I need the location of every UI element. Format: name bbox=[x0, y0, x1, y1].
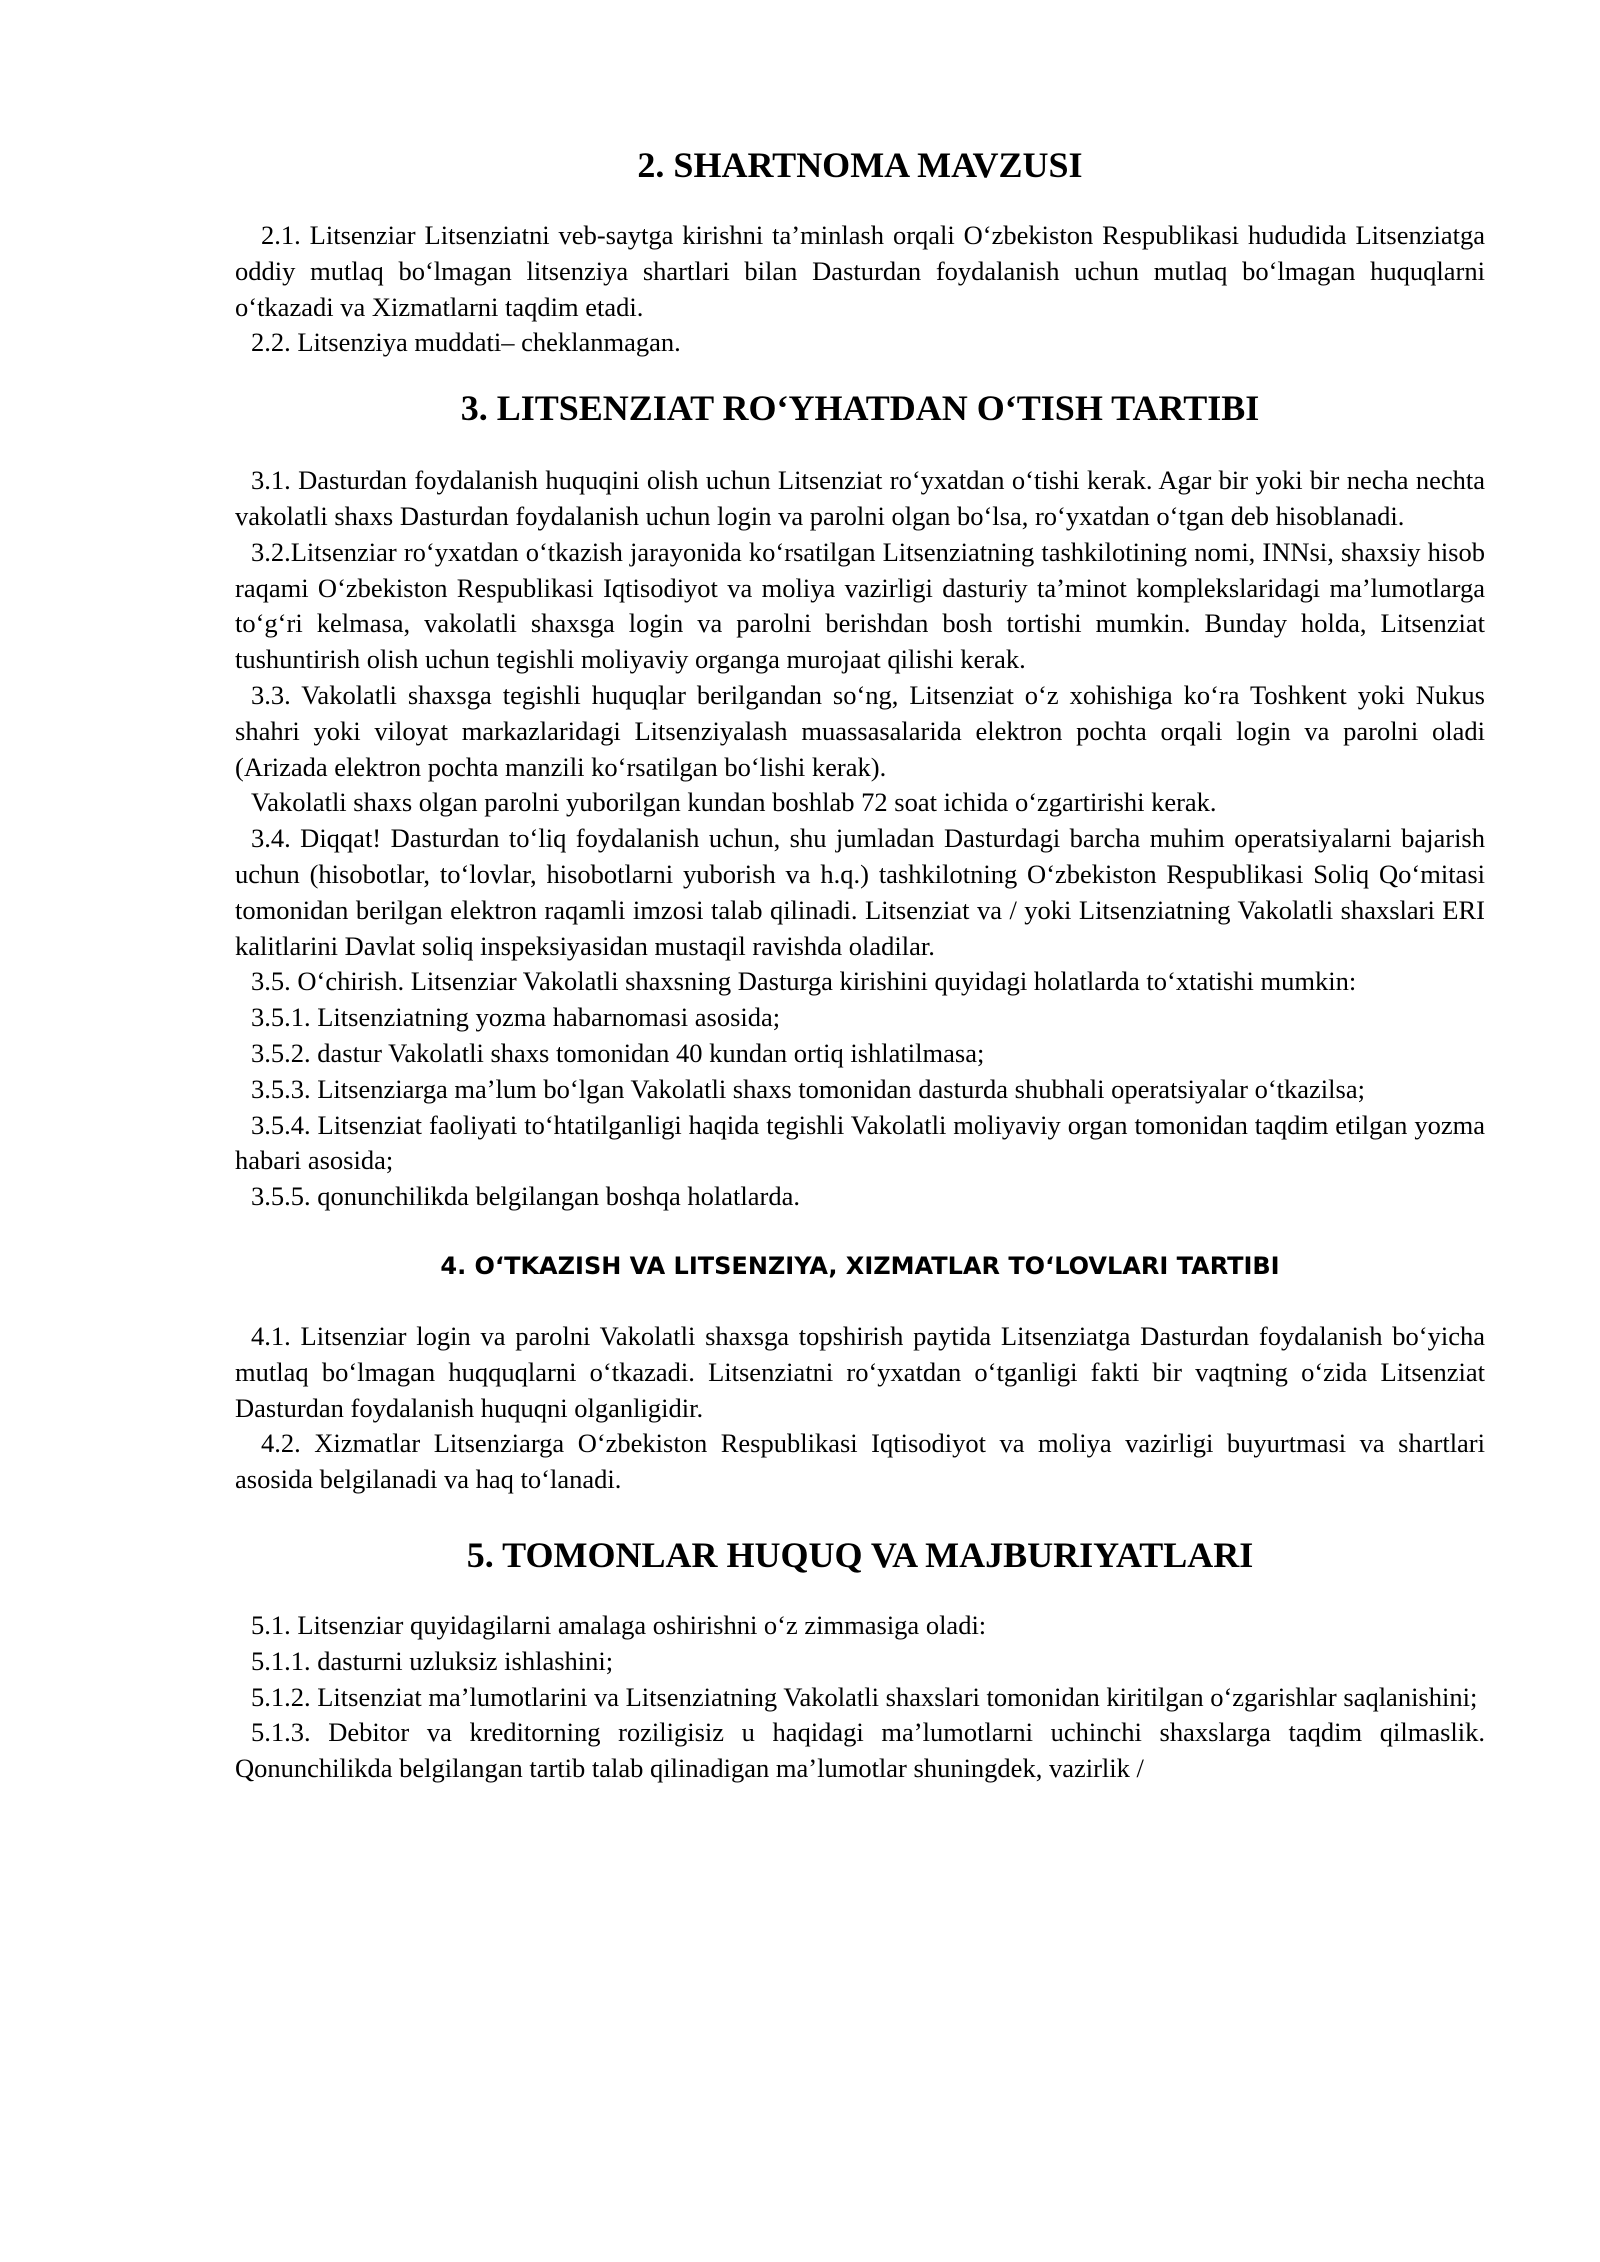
document-page bbox=[235, 142, 1485, 1787]
section-heading-4: 4. O‘TKAZISH VA LITSENZIYA, XIZMATLAR TO‘LOVLARI TARTIBI bbox=[440, 1251, 1280, 1280]
paragraph-5-1: 5.1. Litsenziar quyidagilarni amalaga oshirishni o‘z zimmasiga oladi: bbox=[251, 1609, 987, 1640]
paragraph-3-5: 3.5. O‘chirish. Litsenziar Vakolatli shaxsning Dasturga kirishini quyidagi holatlarda to‘xtatishi mumkin: bbox=[251, 966, 1357, 997]
paragraph-2-1: 2.1. Litsenziar Litsenziatni veb-saytga kirishni ta’minlash orqali O‘zbekiston Respublikasi hududida Litsenziatga oddiy mutlaq bo‘lmagan litsenziya shartlari bilan Dasturdan foydalanish uchun mutlaq bo‘lmagan huquqlarni o‘tkazadi va Xizmatlarni taqdim etadi. bbox=[235, 220, 1485, 322]
paragraph-3-4: 3.4. Diqqat! Dasturdan to‘liq foydalanish uchun, shu jumladan Dasturdagi barcha muhim operatsiyalarni bajarish uchun (hisobotlar, to‘lovlar, hisobotlarni yuborish va h.q.) tashkilotning O‘zbekiston Respublikasi Soliq Qo‘mitasi tomonidan berilgan elektron raqamli imzosi talab qilinadi. Litsenziat va / yoki Litsenziatning Vakolatli shaxslari ERI kalitlarini Davlat soliq inspeksiyasidan mustaqil ravishda oladilar. bbox=[235, 823, 1485, 961]
paragraph-3-5-5: 3.5.5. qonunchilikda belgilangan boshqa holatlarda. bbox=[251, 1181, 801, 1212]
paragraph-4-2: 4.2. Xizmatlar Litsenziarga O‘zbekiston Respublikasi Iqtisodiyot va moliya vazirligi buyurtmasi va shartlari asosida belgilanadi va haq to‘lanadi. bbox=[235, 1428, 1485, 1495]
paragraph-3-3-note: Vakolatli shaxs olgan parolni yuborilgan kundan boshlab 72 soat ichida o‘zgartirishi kerak. bbox=[251, 787, 1217, 818]
paragraph-3-2: 3.2.Litsenziar ro‘yxatdan o‘tkazish jarayonida ko‘rsatilgan Litsenziatning tashkilotining nomi, INNsi, shaxsiy hisob raqami O‘zbekiston Respublikasi Iqtisodiyot va moliya vazirligi dasturiy ta’minot komplekslaridagi ma’lumotlarga to‘g‘ri kelmasa, vakolatli shaxsga login va parolni berishdan bosh tortishi mumkin. Bunday holda, Litsenziat tushuntirish olish uchun tegishli moliyaviy organga murojaat qilishi kerak. bbox=[235, 536, 1485, 675]
paragraph-3-5-3: 3.5.3. Litsenziarga ma’lum bo‘lgan Vakolatli shaxs tomonidan dasturda shubhali operatsiyalar o‘tkazilsa; bbox=[251, 1073, 1365, 1104]
paragraph-3-5-1: 3.5.1. Litsenziatning yozma habarnomasi asosida; bbox=[251, 1002, 781, 1033]
paragraph-3-3: 3.3. Vakolatli shaxsga tegishli huquqlar berilgandan so‘ng, Litsenziat o‘z xohishiga ko‘ra Toshkent yoki Nukus shahri yoki viloyat markazlaridagi Litsenziyalash muassasalarida elektron pochta orqali login va parolni oladi (Arizada elektron pochta manzili ko‘rsatilgan bo‘lishi kerak). bbox=[235, 679, 1485, 782]
paragraph-5-1-2: 5.1.2. Litsenziat ma’lumotlarini va Litsenziatning Vakolatli shaxslari tomonidan kiritilgan o‘zgarishlar saqlanishini; bbox=[251, 1681, 1478, 1712]
paragraph-2-2: 2.2. Litsenziya muddati– cheklanmagan. bbox=[251, 327, 681, 358]
paragraph-3-5-2: 3.5.2. dastur Vakolatli shaxs tomonidan 40 kundan ortiq ishlatilmasa; bbox=[251, 1037, 985, 1068]
paragraph-5-1-3: 5.1.3. Debitor va kreditorning roziligisiz u haqidagi ma’lumotlarni uchinchi shaxslarga taqdim qilmaslik. Qonunchilikda belgilangan tartib talab qilinadigan ma’lumotlar shuningdek, vazirlik / bbox=[235, 1717, 1485, 1784]
section-heading-2: 2. SHARTNOMA MAVZUSI bbox=[637, 145, 1083, 185]
paragraph-5-1-1: 5.1.1. dasturni uzluksiz ishlashini; bbox=[251, 1645, 614, 1676]
section-heading-5: 5. TOMONLAR HUQUQ VA MAJBURIYATLARI bbox=[466, 1534, 1254, 1575]
paragraph-3-1: 3.1. Dasturdan foydalanish huquqini olish uchun Litsenziat ro‘yxatdan o‘tishi kerak. Agar bir yoki bir necha nechta vakolatli shaxs Dasturdan foydalanish uchun login va parolni olgan bo‘lsa, ro‘yxatdan o‘tgan deb hisoblanadi. bbox=[235, 465, 1485, 531]
section-heading-3: 3. LITSENZIAT RO‘YHATDAN O‘TISH TARTIBI bbox=[460, 388, 1260, 429]
paragraph-3-5-4: 3.5.4. Litsenziat faoliyati to‘htatilganligi haqida tegishli Vakolatli moliyaviy organ tomonidan taqdim etilgan yozma habari asosida; bbox=[235, 1109, 1485, 1176]
paragraph-4-1: 4.1. Litsenziar login va parolni Vakolatli shaxsga topshirish paytida Litsenziatga Dasturdan foydalanish bo‘yicha mutlaq bo‘lmagan huqquqlarni o‘tkazadi. Litsenziatni ro‘yxatdan o‘tganligi fakti bir vaqtning o‘zida Litsenziat Dasturdan foydalanish huquqni olganligidir. bbox=[235, 1320, 1485, 1423]
